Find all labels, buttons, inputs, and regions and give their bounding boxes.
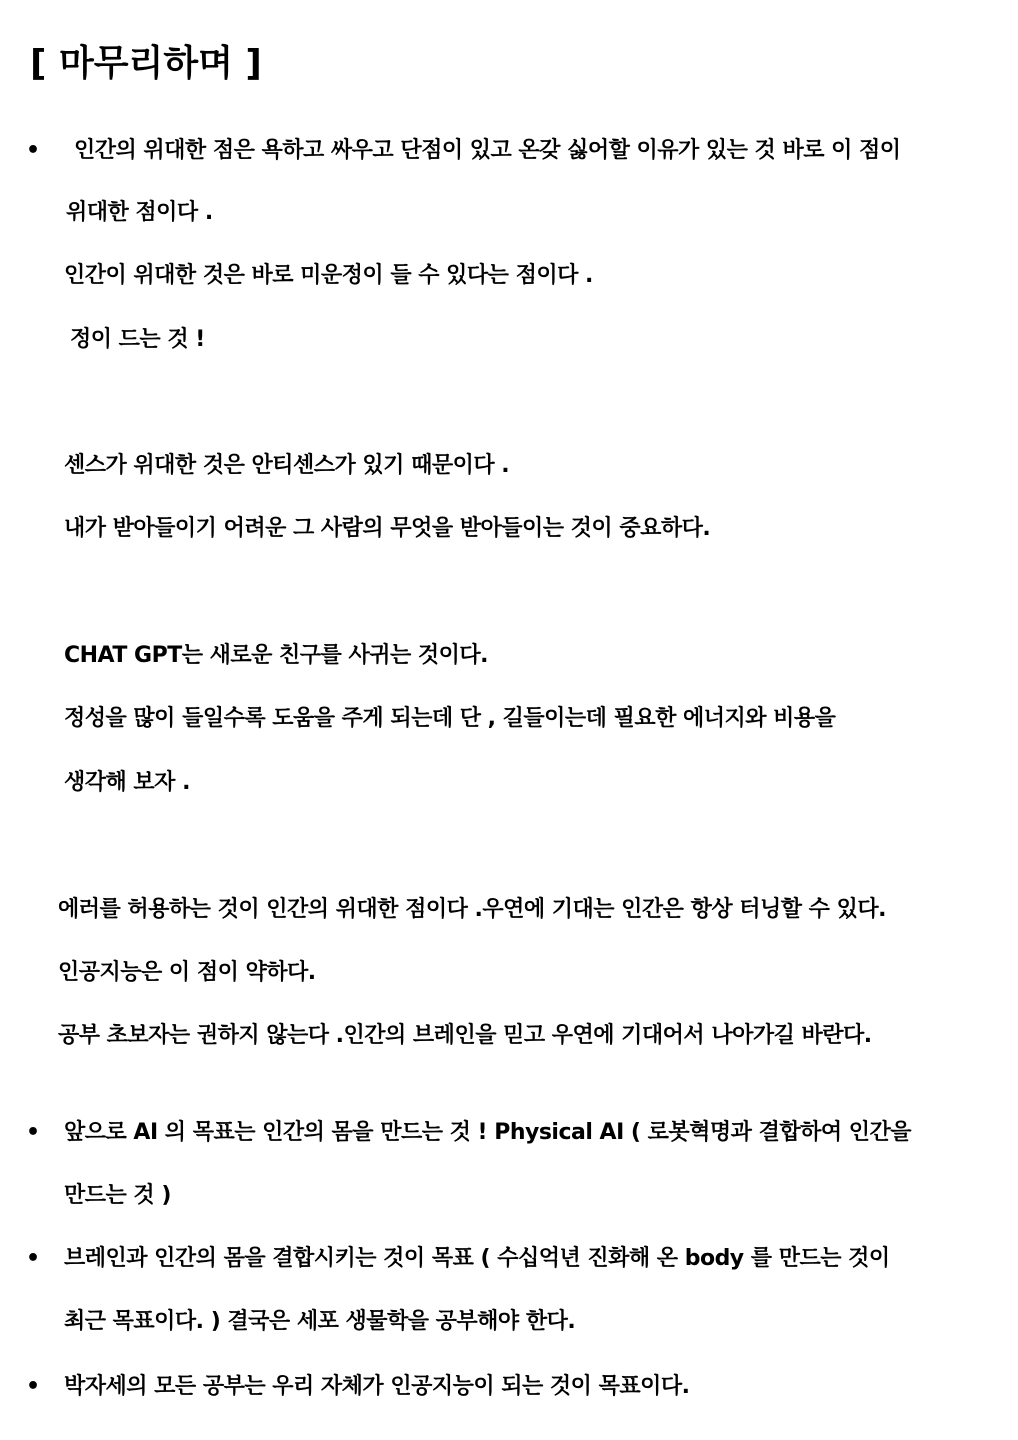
text-line-1: 인간의 위대한 점은 욕하고 싸우고 단점이 있고 온갖 싫어할 이유가 있는 것 바로 이 점이	[74, 138, 901, 163]
bullet-3: •	[26, 1246, 41, 1271]
text-line-7: CHAT GPT는 새로운 친구를 사귀는 것이다.	[64, 643, 489, 668]
bullet-2: •	[26, 1120, 41, 1145]
text-line-16: 최근 목표이다. ) 결국은 세포 생물학을 공부해야 한다.	[64, 1309, 576, 1334]
bullet-4: •	[26, 1374, 41, 1399]
text-line-12: 공부 초보자는 권하지 않는다 .인간의 브레인을 믿고 우연에 기대어서 나아가길 바란다.	[58, 1023, 872, 1048]
text-line-11: 인공지능은 이 점이 약하다.	[58, 960, 316, 985]
text-line-3: 인간이 위대한 것은 바로 미운정이 들 수 있다는 점이다 .	[64, 263, 593, 288]
text-line-2: 위대한 점이다 .	[66, 200, 213, 225]
text-line-8: 정성을 많이 들일수록 도움을 주게 되는데 단 , 길들이는데 필요한 에너지와 비용을	[64, 706, 836, 731]
text-line-15: 브레인과 인간의 몸을 결합시키는 것이 목표 ( 수십억년 진화해 온 body 를 만드는 것이	[64, 1246, 890, 1271]
page-title: [ 마무리하며 ]	[30, 43, 262, 84]
text-line-14: 만드는 것 )	[64, 1183, 171, 1208]
text-line-13: 앞으로 AI 의 목표는 인간의 몸을 만드는 것 ! Physical AI ( 로봇혁명과 결합하여 인간을	[64, 1120, 911, 1145]
text-line-10: 에러를 허용하는 것이 인간의 위대한 점이다 .우연에 기대는 인간은 항상 터닝할 수 있다.	[58, 897, 886, 922]
text-line-6: 내가 받아들이기 어려운 그 사람의 무엇을 받아들이는 것이 중요하다.	[64, 516, 711, 541]
text-line-17: 박자세의 모든 공부는 우리 자체가 인공지능이 되는 것이 목표이다.	[64, 1374, 690, 1399]
text-line-4: 정이 드는 것 !	[70, 327, 205, 352]
text-line-9: 생각해 보자 .	[64, 770, 190, 795]
text-line-5: 센스가 위대한 것은 안티센스가 있기 때문이다 .	[64, 453, 510, 478]
bullet-1: •	[26, 138, 41, 163]
